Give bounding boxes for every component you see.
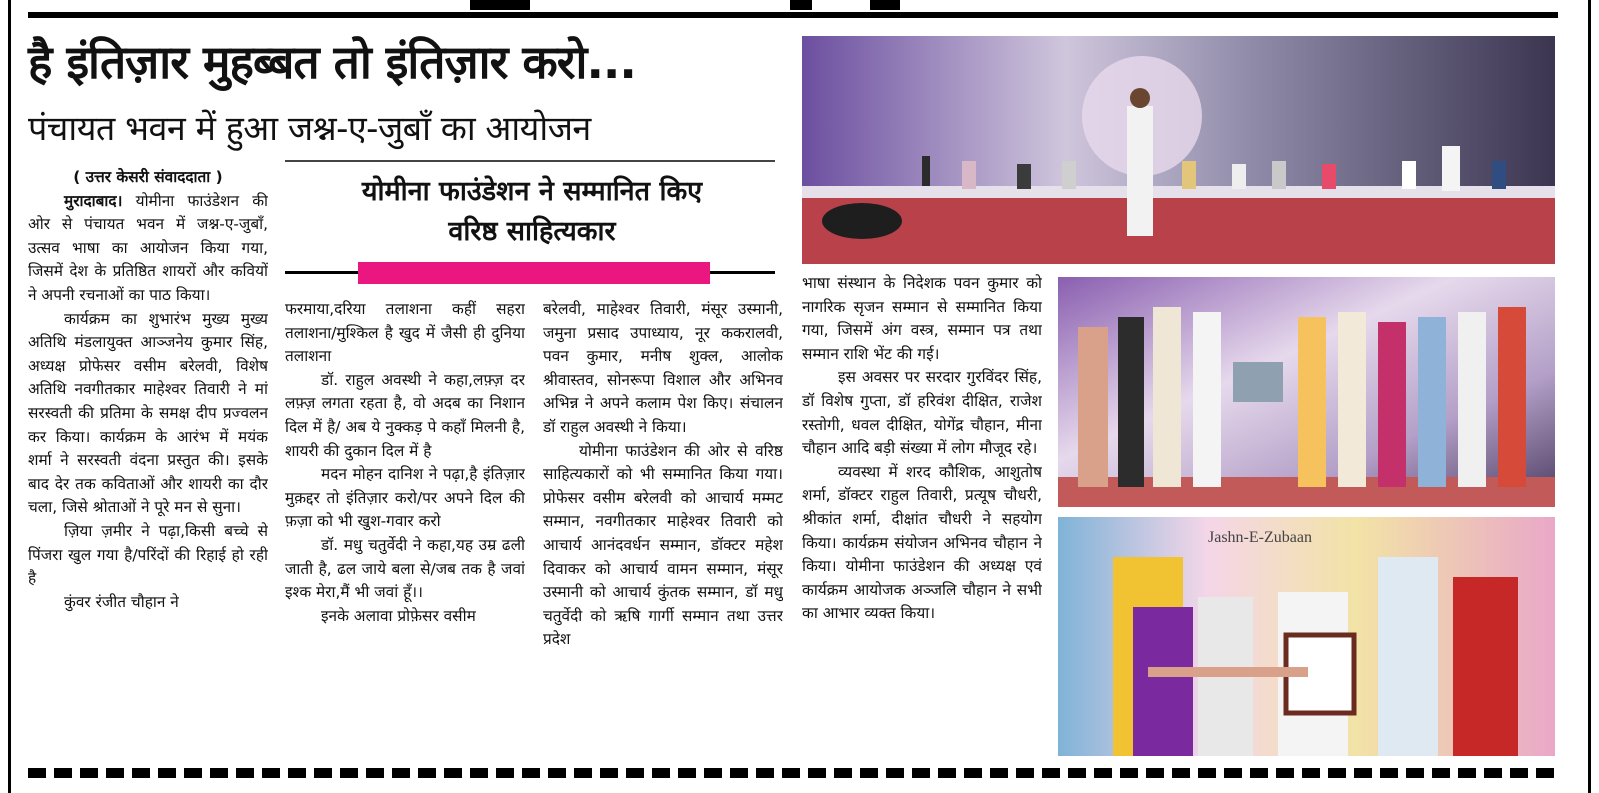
paragraph: मदन मोहन दानिश ने पढ़ा,है इंतिज़ार मुक़द्दर तो इंतिज़ार करो/पर अपने दिल की फ़ज़ा को भी खुश-गवार करो xyxy=(285,465,525,531)
divider-line xyxy=(285,160,775,162)
paragraph: व्यवस्था में शरद कौशिक, आशुतोष शर्मा, डॉक्टर राहुल तिवारी, प्रत्यूष चौधरी, श्रीकांत शर्मा, दीक्षांत चौधरी ने सहयोग किया। कार्यक्रम संयोजन अभिनव चौहान ने किया। योमीना फाउंडेशन की अध्यक्ष एवं कार्यक्रम आयोजक अञ्जलि चौहान ने सभी का आभार व्यक्त किया। xyxy=(802,462,1042,623)
paragraph: इनके अलावा प्रोफ़ेसर वसीम xyxy=(321,606,476,625)
dateline: मुरादाबाद। xyxy=(64,191,123,210)
paragraph: डॉ. मधु चतुर्वेदी ने कहा,यह उम्र ढली जाती है, ढल जाये बला से/जब तक है जवां इश्क मेरा,मैं भी जवां हूँ।। xyxy=(285,535,525,602)
subheadline: पंचायत भवन में हुआ जश्न-ए-जुबाँ का आयोजन xyxy=(28,109,591,149)
paragraph: ज़िया ज़मीर ने पढ़ा,किसी बच्चे से पिंजरा खुल गया है/परिंदों की रिहाई हो रही है xyxy=(28,521,268,588)
right-border-rule xyxy=(1588,0,1591,793)
article-column-1 xyxy=(28,166,268,766)
stage-event-photo xyxy=(802,36,1555,264)
paragraph: फरमाया,दरिया तलाशना कहीं सहरा तलाशना/मुश्किल है खुद में जैसी ही दुनिया तलाशना xyxy=(285,300,525,366)
paragraph: इस अवसर पर सरदार गुरविंदर सिंह, डॉ विशेष गुप्ता, डॉ हरिवंश दीक्षित, राजेश रस्तोगी, धवल दीक्षित, योगेंद्र चौहान, मीना चौहान आदि बड़ी संख्या में लोग मौजूद रहे। xyxy=(802,368,1042,458)
reporter-credit: ( उत्तर केसरी संवाददाता ) xyxy=(73,168,223,186)
paragraph xyxy=(28,190,268,308)
headline: है इंतिज़ार मुहब्बत तो इंतिज़ार करो... xyxy=(28,35,636,89)
paragraph: डॉ. राहुल अवस्थी ने कहा,लफ़्ज़ दर लफ़्ज़ लगता रहता है, वो अदब का निशान दिल में है/ अब ये नुक्कड़ पे कहाँ मिलनी है, शायरी की दुकान दिल में है xyxy=(285,370,525,460)
paragraph: भाषा संस्थान के निदेशक पवन कुमार को नागरिक सृजन सम्मान से सम्मानित किया गया, जिसमें अंग वस्त्र, सम्मान पत्र तथा सम्मान राशि भेंट की गई। xyxy=(802,274,1042,363)
article-column-4 xyxy=(802,272,1042,766)
top-clipped-text xyxy=(790,0,812,10)
paragraph: योमीना फाउंडेशन की ओर से वरिष्ठ साहित्यकारों को भी सम्मानित किया गया। प्रोफेसर वसीम बरेलवी को आचार्य मम्मट सम्मान, नवगीतकार माहेश्वर तिवारी को आचार्य आनंदवर्धन सम्मान, डॉक्टर महेश दिवाकर को आचार्य वामन सम्मान, मंसूर उस्मानी को आचार्य कुंतक सम्मान, डॉ मधु चतुर्वेदी को ऋषि गार्गी सम्मान तथा उत्तर प्रदेश xyxy=(543,441,783,649)
article-column-3 xyxy=(543,298,783,766)
accent-bar xyxy=(358,262,710,284)
award-presentation-photo xyxy=(1058,517,1555,756)
felicitation-group-photo xyxy=(1058,277,1555,507)
box-heading-line1: योमीना फाउंडेशन ने सम्मानित किए xyxy=(361,176,703,207)
paragraph: कार्यक्रम का शुभारंभ मुख्य मुख्य अतिथि मंडलायुक्त आञ्जनेय कुमार सिंह, अध्यक्ष प्रोफेसर वसीम बरेलवी, विशेष अतिथि नवगीतकार माहेश्वर तिवारी ने मां सरस्वती की प्रतिमा के समक्ष दीप प्रज्वलन कर किया। कार्यक्रम के आरंभ में मयंक शर्मा ने सरस्वती वंदना प्रस्तुत की। इसके बाद देर तक कविताओं और शायरी का दौर चला, जिसे श्रोताओं ने पूरे मन से सुना। xyxy=(28,309,268,517)
paragraph: बरेलवी, माहेश्वर तिवारी, मंसूर उस्मानी, जमुना प्रसाद उपाध्याय, नूर ककरालवी, पवन कुमार, मनीष शुक्ल, आलोक श्रीवास्तव, सोनरूपा विशाल और अभिनव अभिन्न ने अपने कलाम पेश किए। संचालन डॉ राहुल अवस्थी ने किया। xyxy=(543,300,783,436)
paragraph-text: योमीना फाउंडेशन की ओर से पंचायत भवन में जश्न-ए-जुबाँ, उत्सव भाषा का आयोजन किया गया, जिसमें देश के प्रतिष्ठित शायरों और कवियों ने अपनी रचनाओं का पाठ किया। xyxy=(28,191,268,304)
article-column-2 xyxy=(285,298,525,766)
top-clipped-text xyxy=(470,0,530,10)
left-border-rule xyxy=(8,0,11,793)
paragraph: कुंवर रंजीत चौहान ने xyxy=(64,592,179,611)
top-rule xyxy=(28,12,1558,18)
box-heading xyxy=(290,172,774,252)
top-clipped-text xyxy=(870,0,900,10)
box-heading-line2: वरिष्ठ साहित्यकार xyxy=(448,216,616,247)
bottom-dashed-rule xyxy=(28,768,1558,778)
event-banner-text: Jashn-E-Zubaan xyxy=(1208,529,1312,546)
